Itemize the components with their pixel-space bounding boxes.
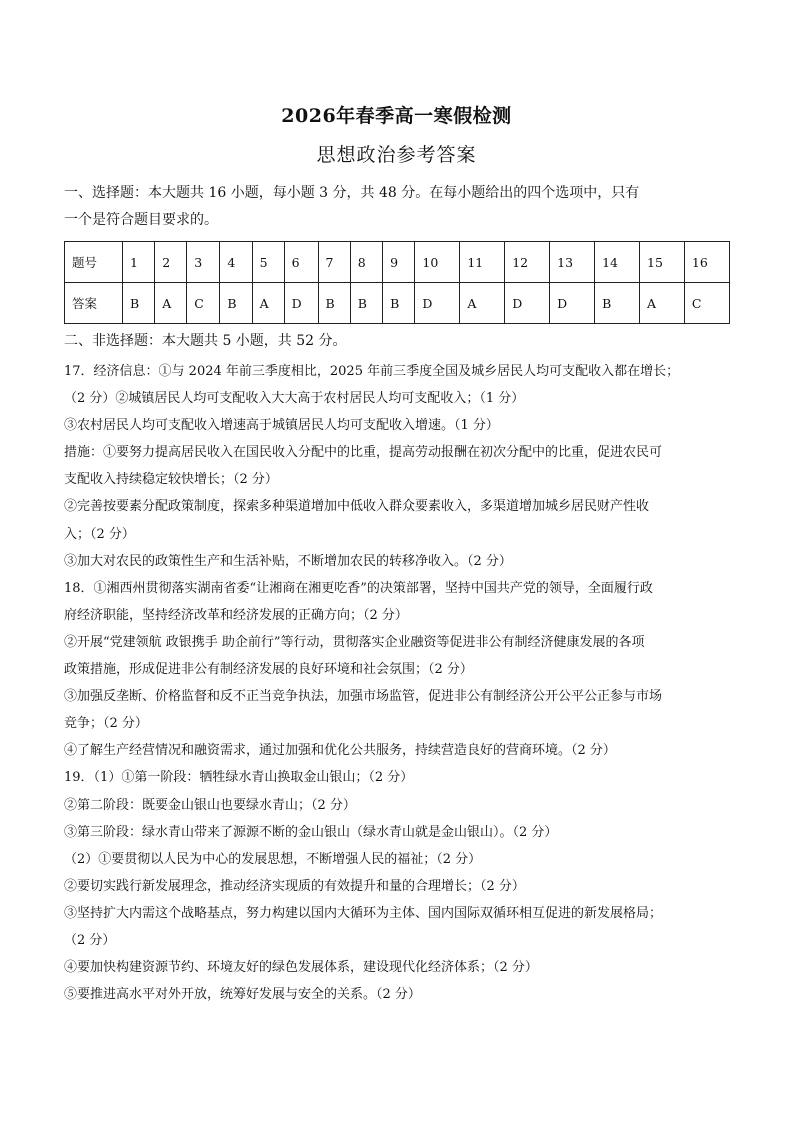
answer-line: （2 分）②城镇居民人均可支配收入大大高于农村居民人均可支配收入；（1 分） xyxy=(64,391,525,407)
question-number: 12 xyxy=(505,242,550,283)
answer-line: 19．（1）①第一阶段：牺牲绿水青山换取金山银山；（2 分） xyxy=(64,770,414,786)
answer-cell: B xyxy=(123,283,155,324)
question-number: 13 xyxy=(550,242,595,283)
question-number: 6 xyxy=(284,242,318,283)
row-label-number: 题号 xyxy=(65,242,123,283)
answer-line: 措施：①要努力提高居民收入在国民收入分配中的比重，提高劳动报酬在初次分配中的比重，促进农民可 xyxy=(64,445,663,461)
answer-line: 17．经济信息：①与 2024 年前三季度相比，2025 年前三季度全国及城乡居民人均可支配收入都在增长； xyxy=(64,364,680,379)
section1-line-2: 一个是符合题目要求的。 xyxy=(64,212,218,228)
answer-table xyxy=(64,241,730,324)
section2-heading: 二、非选择题：本大题共 5 小题，共 52 分。 xyxy=(64,333,347,349)
answer-line: ④了解生产经营情况和融资需求，通过加强和优化公共服务，持续营造良好的营商环境。（2 分） xyxy=(64,743,616,759)
answer-cell: A xyxy=(640,283,685,324)
question-number: 14 xyxy=(595,242,640,283)
answer-key-title: 思想政治参考答案 xyxy=(316,144,477,166)
question-number: 9 xyxy=(383,242,415,283)
answer-line: （2）①要贯彻以人民为中心的发展思想，不断增强人民的福祉；（2 分） xyxy=(64,851,482,867)
answer-line: ⑤要推进高水平对外开放，统筹好发展与安全的关系。（2 分） xyxy=(64,987,421,1003)
question-number-row xyxy=(65,242,730,283)
question-number: 2 xyxy=(155,242,187,283)
answer-line: 入；（2 分） xyxy=(64,526,135,542)
answer-line: 支配收入持续稳定较快增长；（2 分） xyxy=(64,472,278,488)
exam-title: 2026年春季高一寒假检测 xyxy=(281,105,512,127)
answer-row xyxy=(65,283,730,324)
answer-line: 竞争；（2 分） xyxy=(64,716,148,732)
question-number: 4 xyxy=(220,242,252,283)
answer-cell: D xyxy=(284,283,318,324)
section1-line-1: 一、选择题：本大题共 16 小题，每小题 3 分，共 48 分。在每小题给出的四个选项中，只有 xyxy=(64,185,640,201)
answer-cell: C xyxy=(187,283,220,324)
answer-line: ③第三阶段：绿水青山带来了源源不断的金山银山（绿水青山就是金山银山）。（2 分） xyxy=(64,824,558,840)
answer-cell: A xyxy=(460,283,505,324)
answer-cell: A xyxy=(252,283,284,324)
answer-cell: B xyxy=(595,283,640,324)
row-label-answer: 答案 xyxy=(65,283,123,324)
question-number: 1 xyxy=(123,242,155,283)
answer-line: （2 分） xyxy=(64,932,116,948)
answer-cell: B xyxy=(383,283,415,324)
question-number: 7 xyxy=(318,242,350,283)
answer-line: 政策措施，形成促进非公有制经济发展的良好环境和社会氛围；（2 分） xyxy=(64,662,473,678)
question-number: 5 xyxy=(252,242,284,283)
answer-cell: A xyxy=(155,283,187,324)
answer-cell: D xyxy=(550,283,595,324)
answer-line: 18．①湘西州贯彻落实湖南省委“让湘商在湘更吃香”的决策部署，坚持中国共产党的领导，全面履行政 xyxy=(64,580,653,596)
answer-line: ③加强反垄断、价格监督和反不正当竞争执法，加强市场监管，促进非公有制经济公开公平公正参与市场 xyxy=(64,689,663,705)
answer-cell: D xyxy=(505,283,550,324)
answer-line: ④要加快构建资源节约、环境友好的绿色发展体系，建设现代化经济体系；（2 分） xyxy=(64,960,538,976)
question-number: 15 xyxy=(640,242,685,283)
question-number: 8 xyxy=(350,242,382,283)
answer-line: ②要切实践行新发展理念，推动经济实现质的有效提升和量的合理增长；（2 分） xyxy=(64,878,525,894)
answer-line: ③加大对农民的政策性生产和生活补贴，不断增加农民的转移净收入。（2 分） xyxy=(64,553,512,569)
question-number: 11 xyxy=(460,242,505,283)
answer-line: 府经济职能，坚持经济改革和经济发展的正确方向；（2 分） xyxy=(64,607,408,623)
question-number: 16 xyxy=(684,242,729,283)
question-number: 10 xyxy=(415,242,460,283)
answer-line: ②开展“党建领航 政银携手 助企前行”等行动，贯彻落实企业融资等促进非公有制经济健康发展的各项 xyxy=(64,634,645,650)
answer-line: ②第二阶段：既要金山银山也要绿水青山；（2 分） xyxy=(64,797,356,813)
answer-cell: C xyxy=(684,283,729,324)
answer-cell: B xyxy=(220,283,252,324)
section1-instructions xyxy=(64,180,734,234)
answer-body xyxy=(64,358,734,1008)
answer-line: ③坚持扩大内需这个战略基点，努力构建以国内大循环为主体、国内国际双循环相互促进的新发展格局； xyxy=(64,905,663,921)
answer-cell: B xyxy=(350,283,382,324)
answer-line: ③农村居民人均可支配收入增速高于城镇居民人均可支配收入增速。（1 分） xyxy=(64,418,499,434)
answer-cell: B xyxy=(318,283,350,324)
question-number: 3 xyxy=(187,242,220,283)
answer-cell: D xyxy=(415,283,460,324)
answer-line: ②完善按要素分配政策制度，探索多种渠道增加中低收入群众要素收入，多渠道增加城乡居民财产性收 xyxy=(64,499,650,515)
